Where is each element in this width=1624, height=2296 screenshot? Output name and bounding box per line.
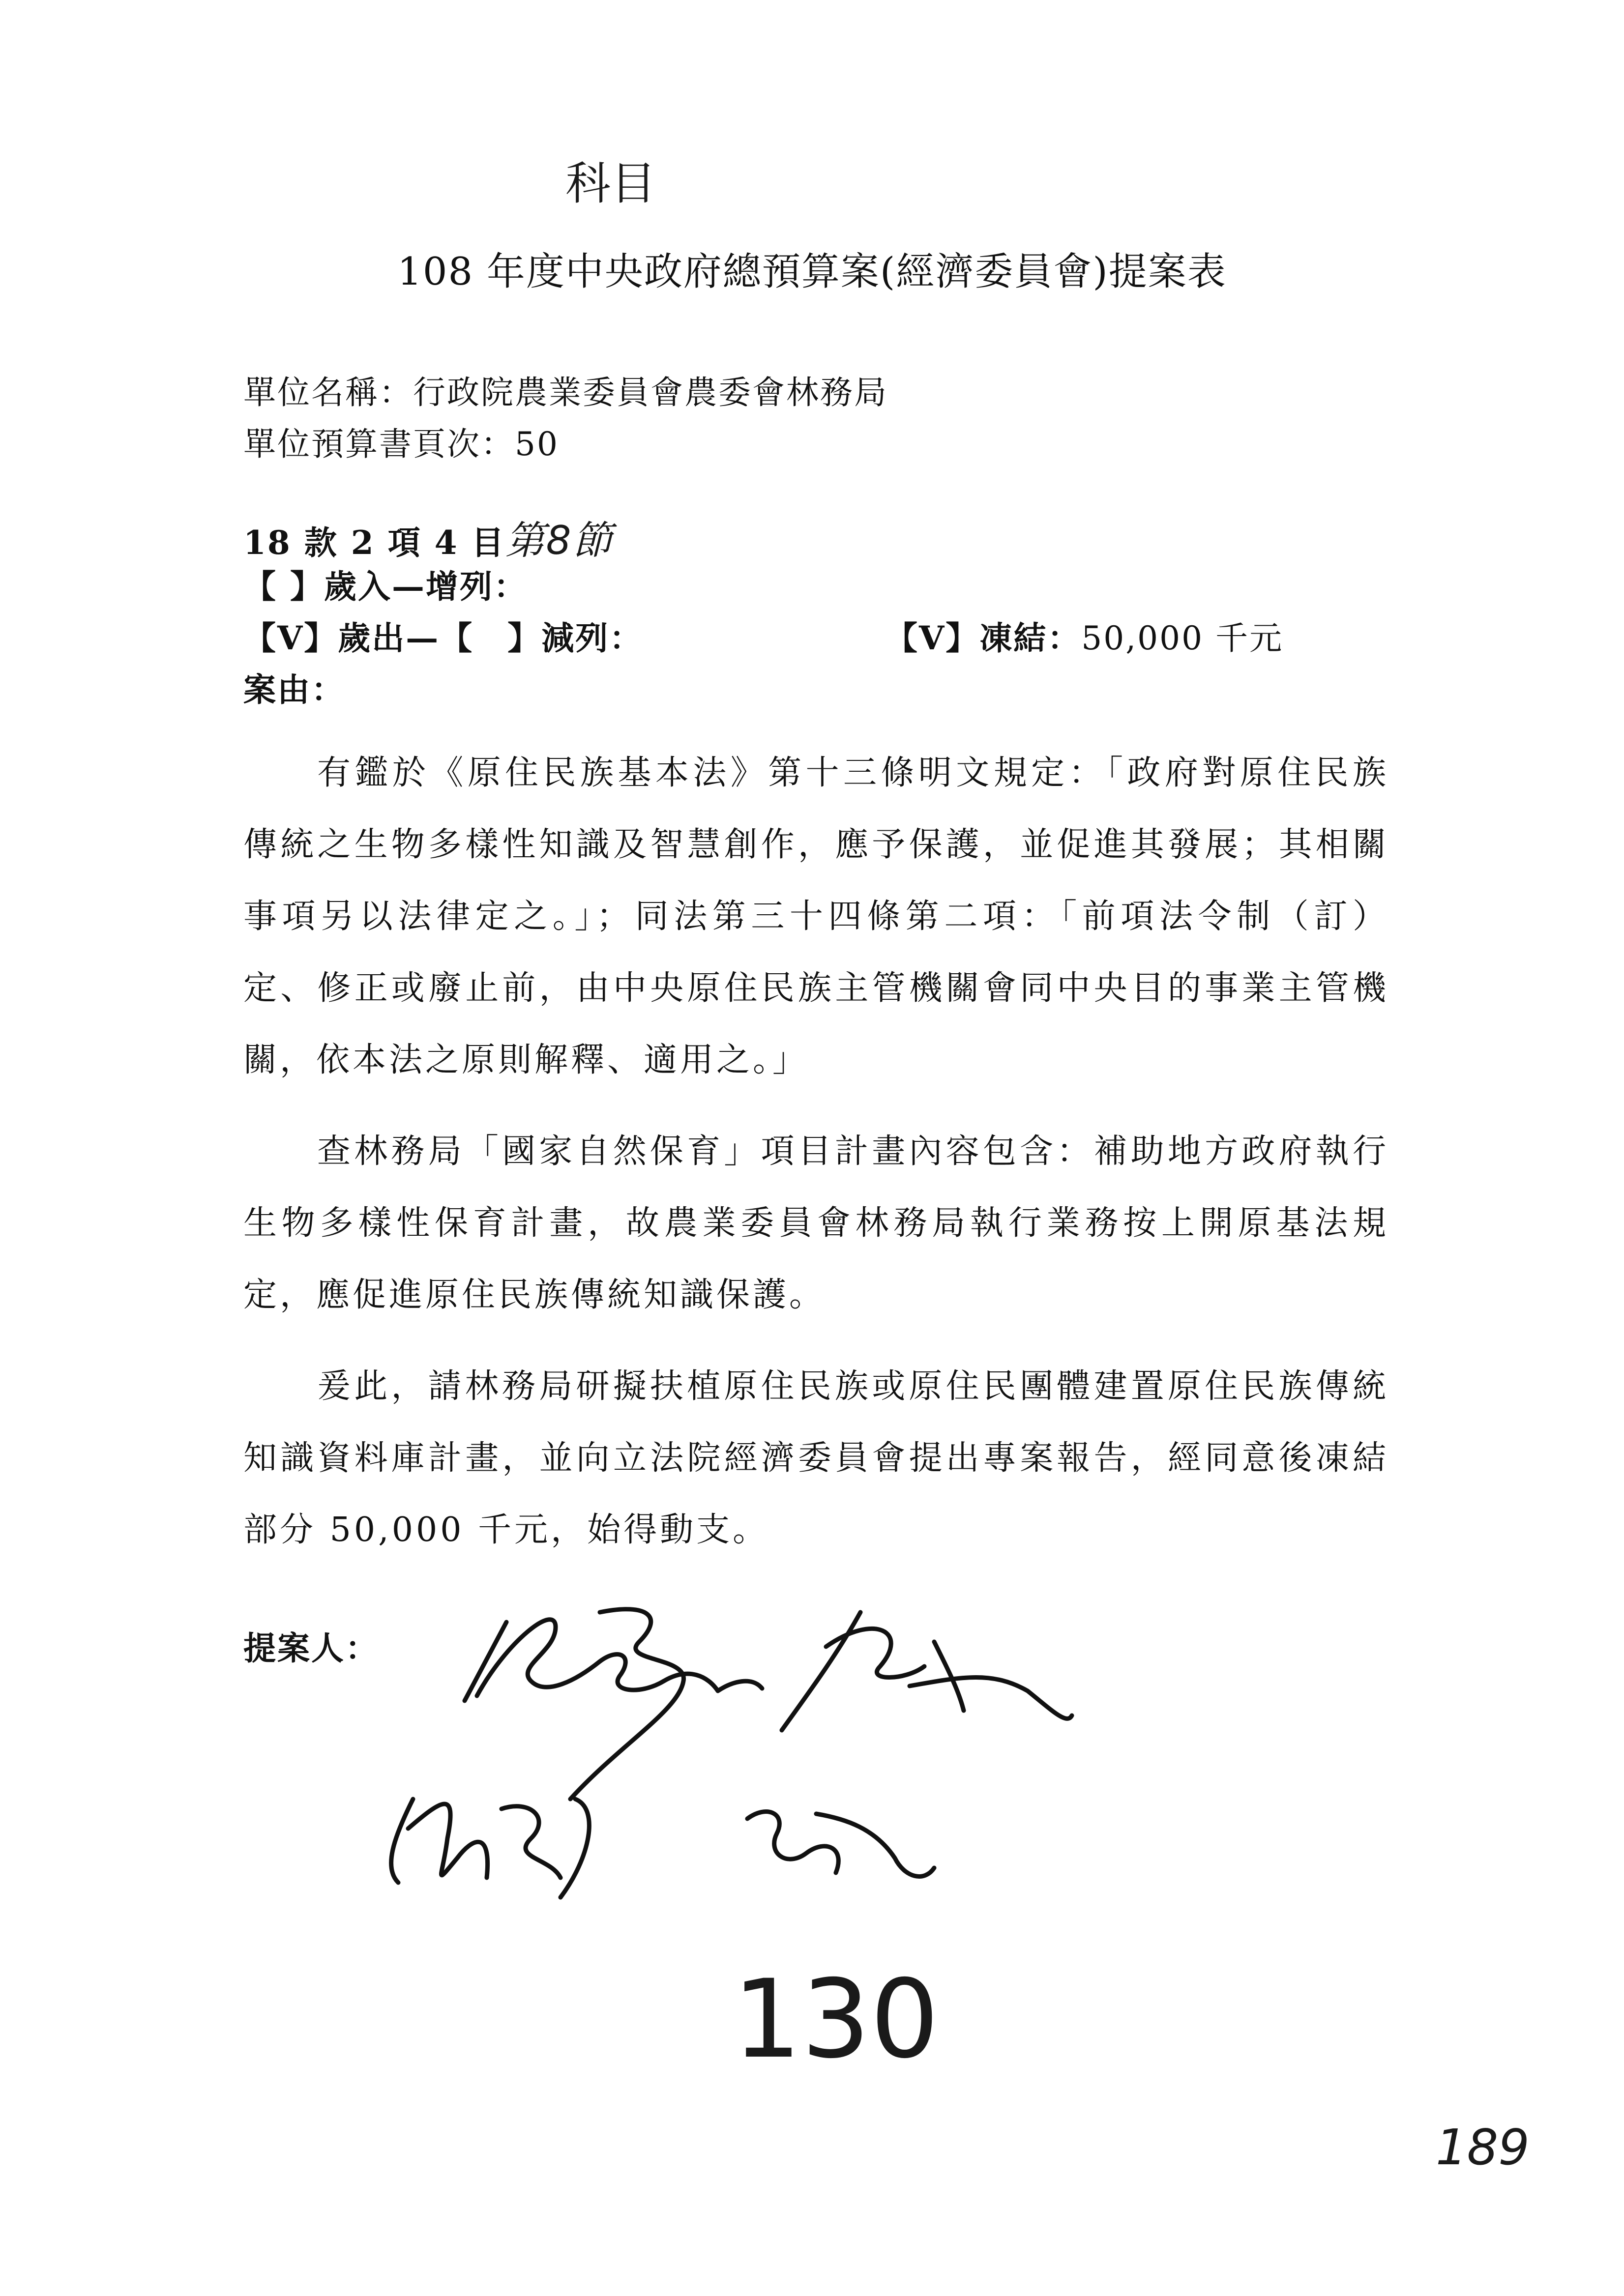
paragraph-3: 爰此，請林務局研擬扶植原住民族或原住民團體建置原住民族傳統知識資料庫計畫，並向立法院經濟委員會提出專案報告，經同意後凍結部分 50,000 千元，始得動支。 [243,1367,1389,1549]
handwritten-page-number: 189 [1436,2119,1530,2176]
reason-label: 案由： [243,670,345,709]
proposer-label: 提案人： [243,1629,379,1667]
item-line [243,509,614,565]
item-handwritten: 第8節 [505,518,614,563]
handwritten-number-center: 130 [733,1956,939,2082]
freeze-amount: 50,000 千元 [1081,619,1284,657]
expenditure-line: 【V】歲出—【 】減列： [243,619,644,657]
item-code: 18 款 2 項 4 目 [243,523,505,562]
paragraph-1: 有鑑於《原住民族基本法》第十三條明文規定：「政府對原住民族傳統之生物多樣性知識及智慧創作，應予保護，並促進其發展；其相關事項另以法律定之。」；同法第三十四條第二項：「前項法令制（訂）定、修正或廢止前，由中央原住民族主管機關會同中央目的事業主管機關，依本法之原則解釋、適用之。」 [243,754,1389,1079]
document-title: 108 年度中央政府總預算案(經濟委員會)提案表 [397,250,1227,294]
paragraph-2: 查林務局「國家自然保育」項目計畫內容包含：補助地方政府執行生物多樣性保育計畫，故農業委員會林務局執行業務按上開原基法規定，應促進原住民族傳統知識保護。 [243,1132,1389,1314]
reason-body [243,737,1389,1566]
freeze-label: 【V】凍結： [885,619,1082,657]
signatures [344,1583,1475,1927]
handwritten-note-top: 科目 [565,157,656,210]
freeze-line [885,612,1283,659]
unit-name: 單位名稱：行政院農業委員會農委會林務局 [243,374,888,411]
revenue-line: 【 】歲入—增列： [243,567,528,606]
budget-page: 單位預算書頁次：50 [243,425,559,463]
signature-strokes [344,1583,1475,1927]
